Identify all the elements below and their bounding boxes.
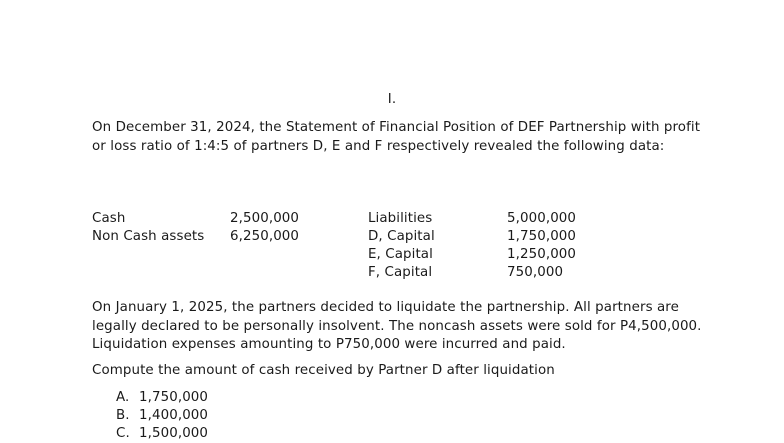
- liability-equity-amount: 750,000: [507, 265, 564, 280]
- asset-label: Cash: [92, 211, 126, 226]
- asset-row: [92, 210, 299, 228]
- choice-text: 1,500,000: [139, 426, 209, 441]
- liability-equity-row: [368, 246, 576, 264]
- choice-letter: A.: [116, 390, 130, 405]
- liability-equity-label: D, Capital: [368, 229, 435, 244]
- liability-equity-label: F, Capital: [368, 265, 433, 280]
- choice-text: 1,750,000: [139, 390, 209, 405]
- liability-equity-row: [368, 264, 576, 282]
- intro-paragraph: On December 31, 2024, the Statement of Financial Position of DEF Partnership with profit or loss ratio of 1:4:5 of partners D, E and F respectively revealed the following data:: [92, 120, 701, 154]
- answer-choices: [116, 389, 208, 443]
- section-heading: I.: [387, 92, 397, 107]
- liability-equity-label: E, Capital: [368, 247, 433, 262]
- assets-table: [92, 210, 299, 246]
- liability-equity-label: Liabilities: [368, 211, 433, 226]
- asset-amount: 6,250,000: [230, 229, 300, 244]
- liability-equity-amount: 5,000,000: [507, 211, 577, 226]
- choice-item[interactable]: [116, 389, 208, 407]
- choice-letter: C.: [116, 426, 130, 441]
- asset-amount: 2,500,000: [230, 211, 300, 226]
- choice-item[interactable]: [116, 407, 208, 425]
- choice-item[interactable]: [116, 425, 208, 443]
- liabilities-equity-table: [368, 210, 576, 282]
- choice-text: 1,400,000: [139, 408, 209, 423]
- choice-letter: B.: [116, 408, 130, 423]
- liquidation-paragraph: On January 1, 2025, the partners decided to liquidate the partnership. All partners are legally declared to be personally insolvent. The noncash assets were sold for P4,500,000. Liquidation expenses amounting to P750,000 were incurred and paid.: [92, 300, 702, 352]
- asset-row: [92, 228, 299, 246]
- question-text: Compute the amount of cash received by Partner D after liquidation: [92, 363, 555, 378]
- liability-equity-amount: 1,750,000: [507, 229, 577, 244]
- liability-equity-row: [368, 210, 576, 228]
- liability-equity-row: [368, 228, 576, 246]
- asset-label: Non Cash assets: [92, 229, 205, 244]
- liability-equity-amount: 1,250,000: [507, 247, 577, 262]
